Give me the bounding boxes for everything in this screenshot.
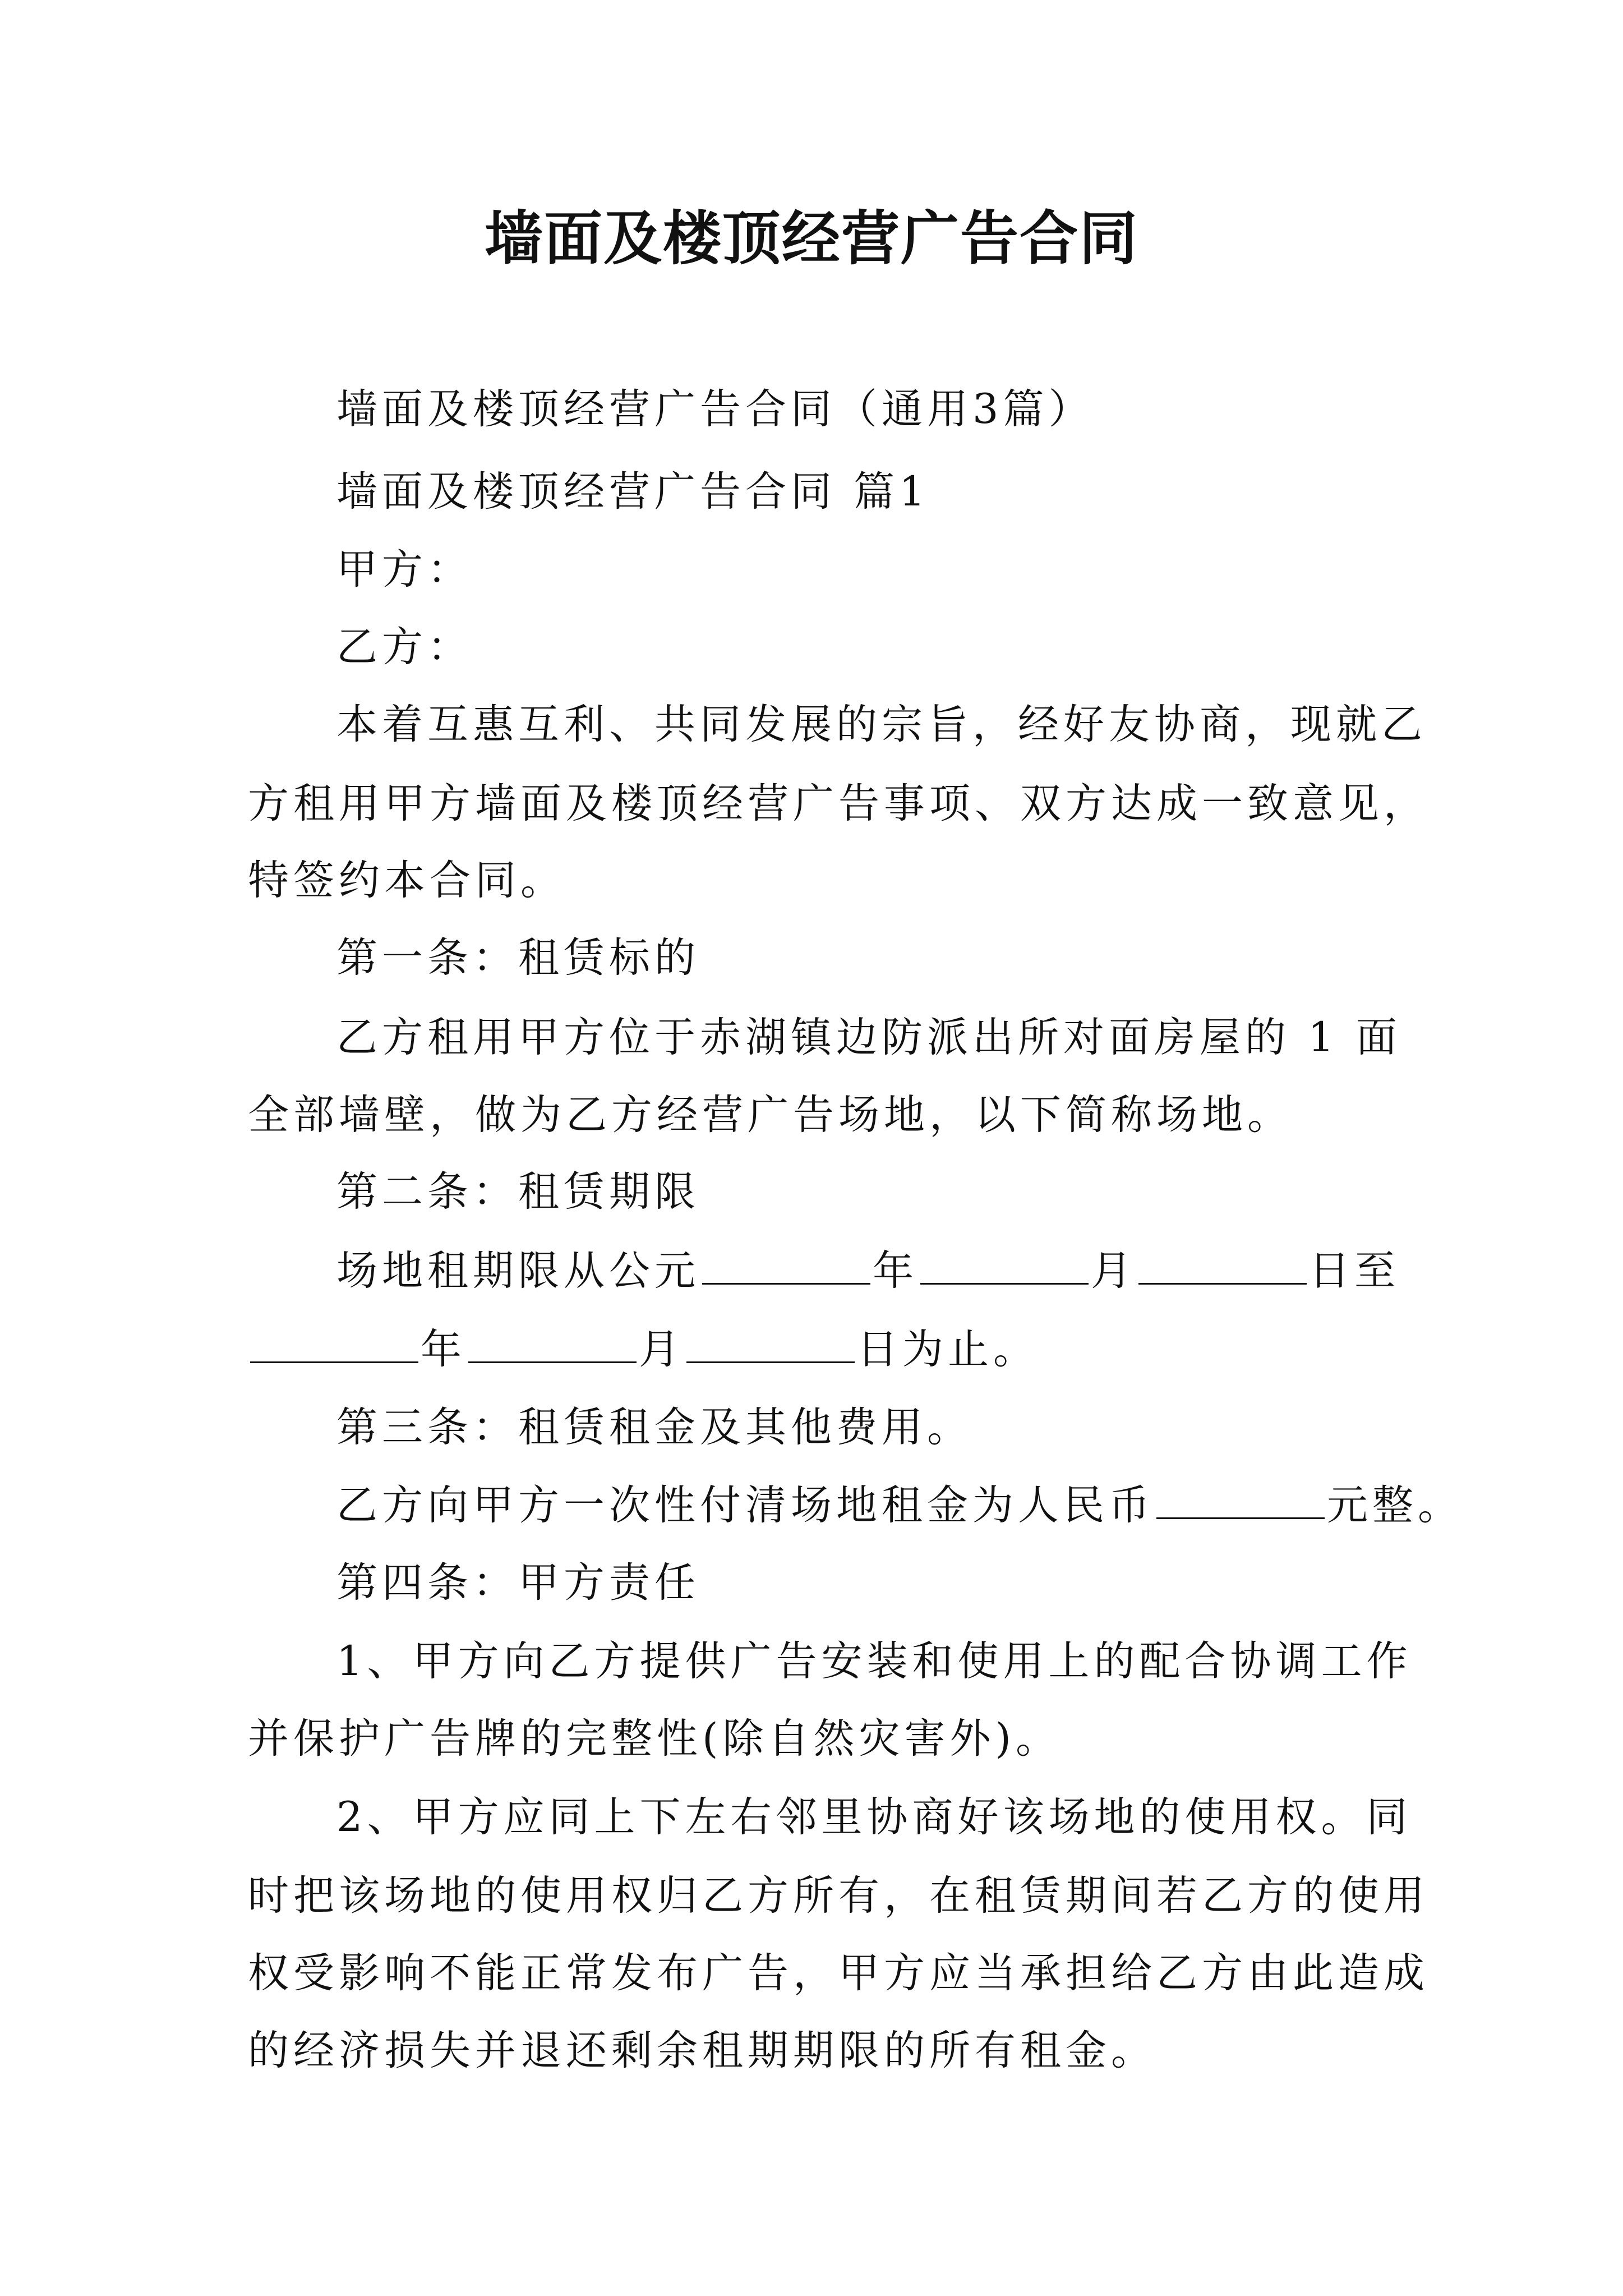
day-to-label: 日至 [1309,1247,1400,1295]
rent-amount-blank [1156,1477,1325,1519]
article1-line: 乙方租用甲方位于赤湖镇边防派出所对面房屋的 1 面 [336,1014,1401,1061]
end-year-blank [250,1321,418,1363]
start-day-blank [1138,1243,1307,1285]
party-b-label: 乙方： [336,623,473,671]
end-day-blank [686,1321,855,1363]
article4-item2-line: 2、甲方应同上下左右邻里协商好该场地的使用权。同 [336,1793,1412,1841]
article3-heading: 第三条：租赁租金及其他费用。 [336,1404,972,1451]
year-label: 年 [421,1326,466,1373]
article4-item2-line: 权受影响不能正常发布广告，甲方应当承担给乙方由此造成 [248,1949,1429,1997]
article2-term-line-2 [248,1321,1039,1378]
article4-heading: 第四条：甲方责任 [336,1559,700,1607]
preamble-line: 方租用甲方墙面及楼顶经营广告事项、双方达成一致意见， [248,780,1429,827]
start-year-blank [702,1243,870,1285]
term-prefix: 场地租期限从公元 [336,1247,700,1295]
article2-term-line [336,1243,1400,1299]
part-heading: 墙面及楼顶经营广告合同 篇1 [336,468,930,516]
year-label: 年 [873,1247,918,1295]
article1-line: 全部墙壁，做为乙方经营广告场地，以下简称场地。 [248,1091,1293,1139]
preamble-line: 特签约本合同。 [248,857,566,904]
month-label: 月 [1091,1247,1136,1295]
article3-rent-line [336,1477,1463,1534]
subtitle: 墙面及楼顶经营广告合同（通用3篇） [336,385,1094,433]
article4-item1-line: 并保护广告牌的完整性(除自然灾害外)。 [248,1715,1061,1763]
preamble-line: 本着互惠互利、共同发展的宗旨，经好友协商，现就乙 [336,701,1427,748]
article2-heading: 第二条：租赁期限 [336,1168,700,1216]
article4-item2-line: 的经济损失并退还剩余租期期限的所有租金。 [248,2027,1156,2074]
document-title: 墙面及楼顶经营广告合同 [484,204,1138,273]
party-a-label: 甲方： [336,546,473,593]
article4-item2-line: 时把该场地的使用权归乙方所有，在租赁期间若乙方的使用 [248,1872,1429,1920]
rent-prefix: 乙方向甲方一次性付清场地租金为人民币 [336,1481,1154,1529]
article4-item1-line: 1、甲方向乙方提供广告安装和使用上的配合协调工作 [336,1637,1412,1685]
start-month-blank [920,1243,1089,1285]
end-month-blank [468,1321,637,1363]
month-label: 月 [639,1326,684,1373]
article1-heading: 第一条：租赁标的 [336,934,700,982]
rent-suffix: 元整。 [1327,1481,1463,1529]
term-end-label: 日为止。 [857,1326,1039,1373]
